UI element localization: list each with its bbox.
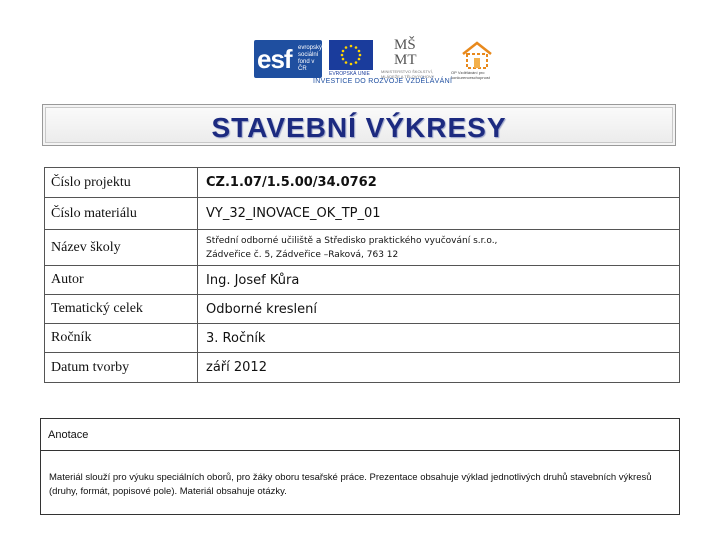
table-row	[45, 295, 680, 324]
annotation-label: Anotace	[48, 429, 89, 441]
table-row	[45, 266, 680, 295]
table-row	[45, 168, 680, 198]
esf-logo-caption: evropský sociální fond v ČR	[298, 45, 323, 72]
annotation-text: Materiál slouží pro výuku speciálních oborů, pro žáky oboru tesařské práce. Prezentace obsahuje výklad jednotlivých druhů stavebních výkresů (druhy, formát, popisové pole). Materiál obsahuje otázky.	[49, 472, 652, 497]
row-label-school-name: Název školy	[45, 230, 198, 266]
school-name-line1: Střední odborné učiliště a Středisko praktického vyučování s.r.o.,	[206, 235, 498, 246]
row-value-author: Ing. Josef Kůra	[198, 266, 680, 295]
esf-logo	[254, 40, 322, 78]
table-row	[45, 198, 680, 230]
title-inner	[45, 107, 673, 143]
school-name-line2: Zádveřice č. 5, Zádveřice –Raková, 763 12	[206, 249, 399, 260]
msmt-caption: MINISTERSTVO ŠKOLSTVÍ, MLÁDEŽE A TĚLOVÝCHOVY	[381, 69, 435, 79]
table-row	[45, 353, 680, 383]
annotation-header	[41, 419, 679, 451]
row-value-date: září 2012	[198, 353, 680, 383]
row-label-author: Autor	[45, 266, 198, 295]
page-title: STAVEBNÍ VÝKRESY	[211, 112, 507, 143]
esf-logo-mark: esf	[257, 44, 292, 74]
eu-flag-icon	[329, 40, 373, 70]
msmt-logo: MŠ MT	[394, 37, 417, 68]
invest-slogan: INVESTICE DO ROZVOJE VZDĚLÁVÁNÍ	[313, 78, 453, 85]
project-info-table	[44, 167, 680, 383]
title-box	[42, 104, 676, 146]
row-label-material-number: Číslo materiálu	[45, 198, 198, 230]
row-value-project-number: CZ.1.07/1.5.00/34.0762	[198, 168, 680, 198]
row-value-material-number: VY_32_INOVACE_OK_TP_01	[198, 198, 680, 230]
eu-caption: EVROPSKÁ UNIE	[329, 71, 370, 77]
row-label-topic: Tematický celek	[45, 295, 198, 324]
row-value-school-name	[198, 230, 680, 266]
table-row	[45, 230, 680, 266]
row-label-date: Datum tvorby	[45, 353, 198, 383]
row-value-topic: Odborné kreslení	[198, 295, 680, 324]
op-vk-caption: OP Vzdělávání pro konkurenceschopnost	[451, 70, 490, 80]
row-label-grade: Ročník	[45, 324, 198, 353]
annotation-box	[40, 418, 680, 515]
row-value-grade: 3. Ročník	[198, 324, 680, 353]
table-row	[45, 324, 680, 353]
row-label-project-number: Číslo projektu	[45, 168, 198, 198]
